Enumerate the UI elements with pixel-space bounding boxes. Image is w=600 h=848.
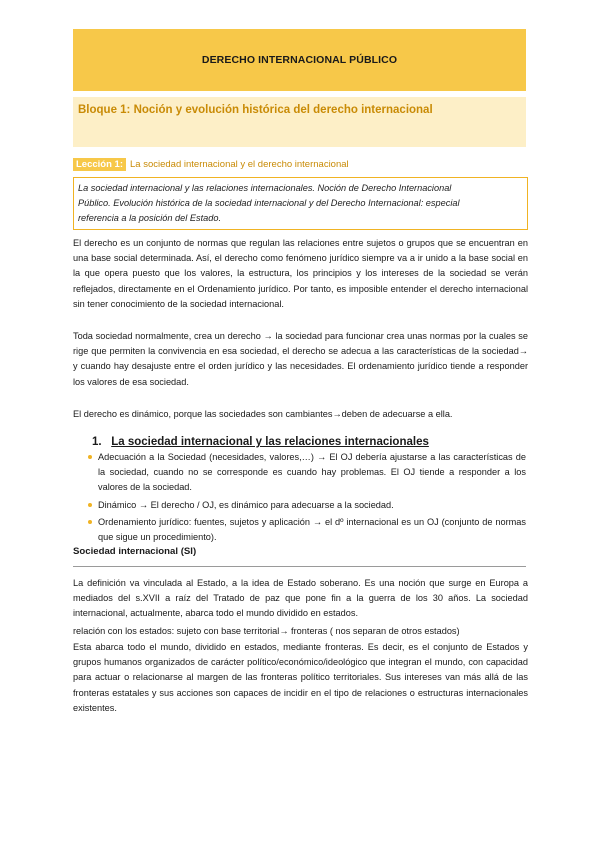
document-title: DERECHO INTERNACIONAL PÚBLICO [201, 54, 398, 66]
section-heading [92, 436, 429, 448]
document-title-banner [73, 29, 526, 91]
section-title: La sociedad internacional y las relaciones internacionales [111, 436, 429, 448]
section-bullet-list [88, 450, 526, 547]
divider-line [73, 566, 526, 567]
bullet-item: Dinámico → El derecho / OJ, es dinámico para adecuarse a la sociedad. [88, 498, 526, 513]
objectives-line: referencia a la posición del Estado. [78, 213, 222, 223]
si-paragraph-3: Esta abarca todo el mundo, dividido en estados, mediante fronteras. Es decir, es el conjunto de Estados y grupos humanos organizados de carácter político/económico/ideológico que integran el mundo, con capacidad para actuar o relacionarse al margen de las fronteras político territoriales. Sus intereses van más allá de las fronteras estatales y sus acciones son capaces de incidir en el tipo de relaciones o estructuras internacionales existentes. [73, 642, 528, 713]
lesson-heading [73, 157, 349, 171]
bullet-item: Adecuación a la Sociedad (necesidades, valores,…) → El OJ debería ajustarse a las características de la sociedad, cuando no se corresponde es cuando hay problemas. El OJ tiende a responder a los valores de la sociedad. [88, 450, 526, 496]
si-paragraph-1: La definición va vinculada al Estado, a la idea de Estado soberano. Es una noción que surge en Europa a mediados del s.XVII a raíz del Tratado de paz que pone fin a la guerra de los 30 años. La sociedad internacional, actualmente, abarca todo el mundo dividido en estados. [73, 578, 528, 619]
block-title: Bloque 1: Noción y evolución histórica del derecho internacional [78, 104, 433, 116]
section-number: 1. [92, 436, 102, 448]
si-paragraph-2: relación con los estados: sujeto con base territorial→ fronteras ( nos separan de otros estados) [73, 626, 460, 636]
subsection-heading: Sociedad internacional (SI) [73, 546, 197, 557]
block-banner [73, 97, 526, 147]
lesson-title: La sociedad internacional y el derecho internacional [130, 158, 349, 170]
objectives-line: La sociedad internacional y las relaciones internacionales. Noción de Derecho Internacional [78, 183, 452, 193]
intro-paragraph-3: El derecho es dinámico, porque las sociedades son cambiantes→deben de adecuarse a ella. [73, 409, 453, 419]
bullet-item: Ordenamiento jurídico: fuentes, sujetos y aplicación → el dº internacional es un OJ (conjunto de normas que sigue un procedimiento). [88, 515, 526, 545]
lesson-tag: Lección 1: [73, 158, 126, 171]
lesson-objectives-box [73, 177, 528, 230]
intro-paragraph-2: Toda sociedad normalmente, crea un derecho → la sociedad para funcionar crea unas normas por la cuales se rige que permiten la convivencia en esa sociedad, el derecho se adecua a las características de la sociedad→ y cuando hay desajuste entre el orden jurídico y las necesidades. El ordenamiento jurídico tiende a responder los valores de esa sociedad. [73, 331, 528, 387]
intro-paragraph-1: El derecho es un conjunto de normas que regulan las relaciones entre sujetos o grupos que se encuentran en una base social determinada. Así, el derecho como fenómeno jurídico siempre va a ir unido a la base social en la que opera puesto que los valores, la estructura, los principios y los intereses de la sociedad se verán reflejados, directamente en el Ordenamiento jurídico. Por tanto, es imposible entender el derecho internacional sin tener conocimiento de la sociedad internacional. [73, 238, 528, 309]
objectives-line: Público. Evolución histórica de la sociedad internacional y del Derecho Internacional: especial [78, 198, 460, 208]
